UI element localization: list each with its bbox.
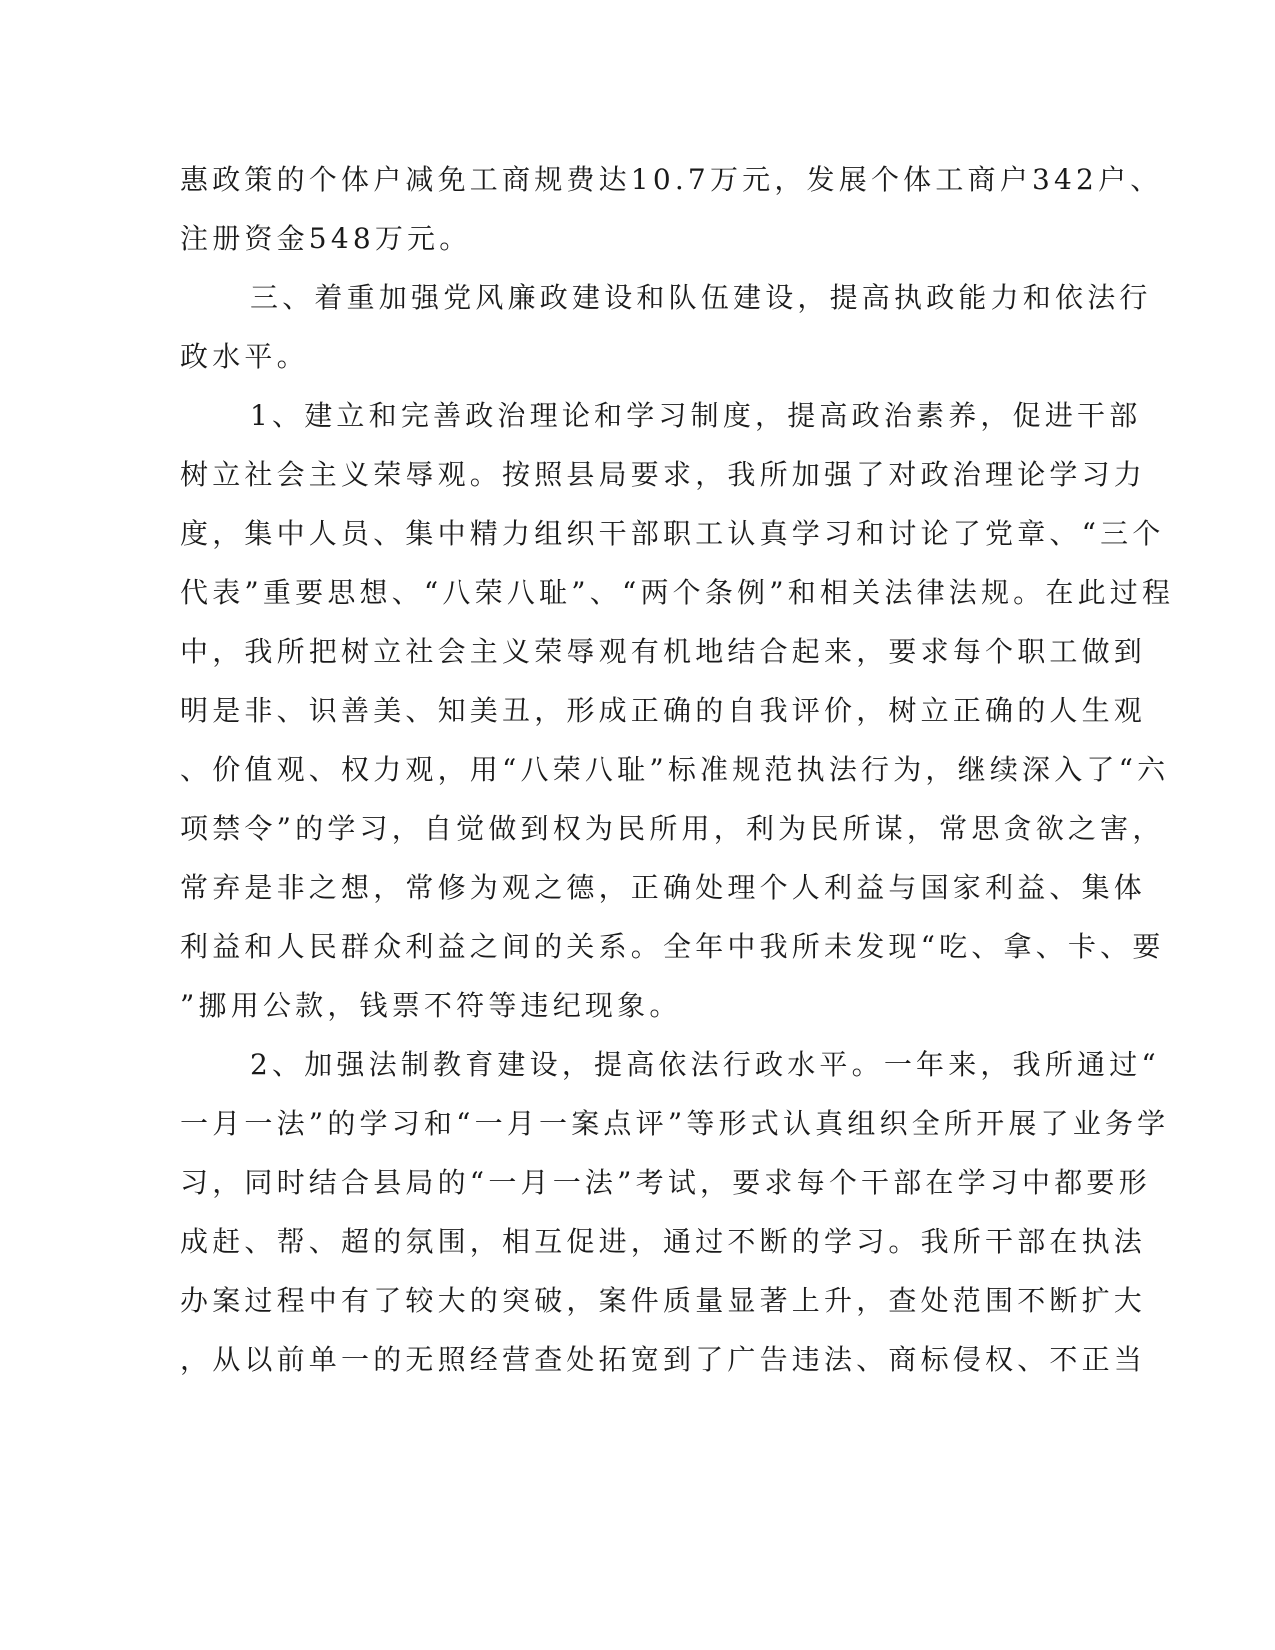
text-line: 、价值观、权力观，用“八荣八耻”标准规范执法行为，继续深入了“六 xyxy=(180,753,1170,786)
text-line: 树立社会主义荣辱观。按照县局要求，我所加强了对政治理论学习力 xyxy=(180,458,1147,491)
item-2-heading: 2、加强法制教育建设，提高依法行政水平。一年来，我所通过“ xyxy=(250,1048,1160,1081)
text-line: 利益和人民群众利益之间的关系。全年中我所未发现“吃、拿、卡、要 xyxy=(180,930,1165,963)
text-line: 项禁令”的学习，自觉做到权为民所用，利为民所谋，常思贪欲之害， xyxy=(180,812,1165,845)
text-line: ”挪用公款，钱票不符等违纪现象。 xyxy=(180,989,682,1022)
text-line: 度，集中人员、集中精力组织干部职工认真学习和讨论了党章、“三个 xyxy=(180,517,1165,550)
text-line: 习，同时结合县局的“一月一法”考试，要求每个干部在学习中都要形 xyxy=(180,1166,1151,1199)
text-line: 常弃是非之想，常修为观之德，正确处理个人利益与国家利益、集体 xyxy=(180,871,1147,904)
section-heading-3-cont: 政水平。 xyxy=(180,340,309,373)
section-heading-3: 三、着重加强党风廉政建设和队伍建设，提高执政能力和依法行 xyxy=(250,281,1152,314)
text-line: 成赶、帮、超的氛围，相互促进，通过不断的学习。我所干部在执法 xyxy=(180,1225,1147,1258)
text-line: 代表”重要思想、“八荣八耻”、“两个条例”和相关法律法规。在此过程 xyxy=(180,576,1175,609)
text-line: ，从以前单一的无照经营查处拓宽到了广告违法、商标侵权、不正当 xyxy=(180,1343,1147,1376)
item-1-heading: 1、建立和完善政治理论和学习制度，提高政治素养，促进干部 xyxy=(250,399,1142,432)
text-line: 惠政策的个体户减免工商规费达10.7万元，发展个体工商户342户、 xyxy=(180,163,1163,196)
text-line: 办案过程中有了较大的突破，案件质量显著上升，查处范围不断扩大 xyxy=(180,1284,1147,1317)
text-line: 明是非、识善美、知美丑，形成正确的自我评价，树立正确的人生观 xyxy=(180,694,1147,727)
text-line: 注册资金548万元。 xyxy=(180,222,472,255)
text-line: 中，我所把树立社会主义荣辱观有机地结合起来，要求每个职工做到 xyxy=(180,635,1147,668)
text-line: 一月一法”的学习和“一月一案点评”等形式认真组织全所开展了业务学 xyxy=(180,1107,1170,1140)
